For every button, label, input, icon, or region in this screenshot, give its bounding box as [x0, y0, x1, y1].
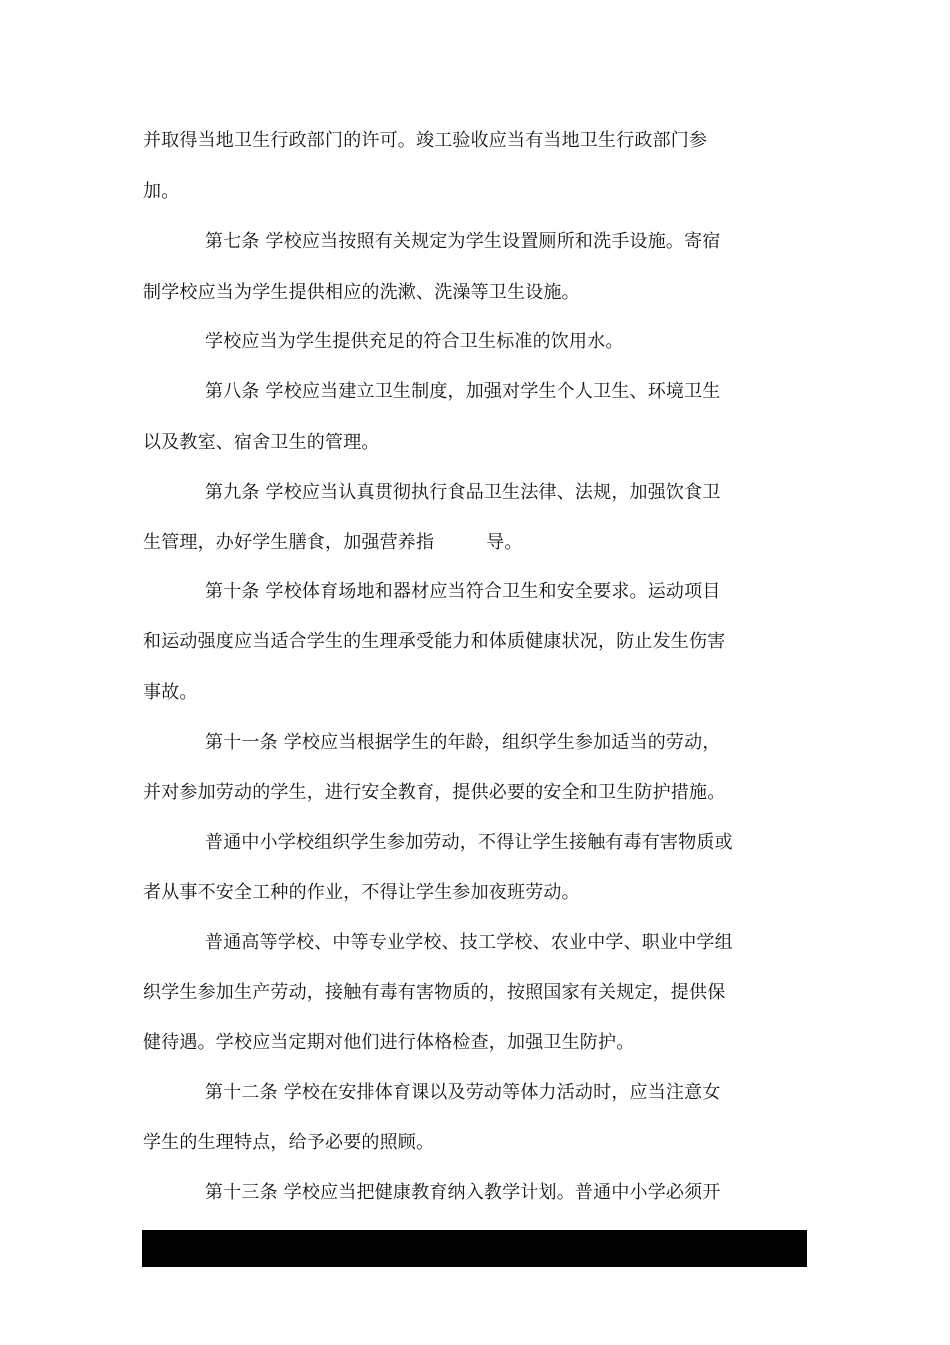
text-line-3: 第七条 学校应当按照有关规定为学生设置厕所和洗手设施。寄宿 [205, 231, 721, 252]
text-line-20: 第十二条 学校在安排体育课以及劳动等体力活动时，应当注意女 [205, 1082, 721, 1103]
text-line-22: 第十三条 学校应当把健康教育纳入教学计划。普通中小学必须开 [205, 1182, 721, 1203]
text-line-17: 普通高等学校、中等专业学校、技工学校、农业中学、职业中学组 [205, 932, 733, 953]
text-line-15: 普通中小学校组织学生参加劳动，不得让学生接触有毒有害物质或 [205, 832, 733, 853]
footer-black-bar [142, 1230, 807, 1267]
text-line-10: 第十条 学校体育场地和器材应当符合卫生和安全要求。运动项目 [205, 581, 721, 602]
text-line-1: 并取得当地卫生行政部门的许可。竣工验收应当有当地卫生行政部门参 [143, 130, 708, 151]
text-line-9-part-1: 生管理，办好学生膳食，加强营养指 [143, 532, 435, 553]
text-line-21: 学生的生理特点，给予必要的照顾。 [143, 1132, 435, 1153]
text-line-6: 第八条 学校应当建立卫生制度，加强对学生个人卫生、环境卫生 [205, 381, 721, 402]
text-line-9 [143, 531, 758, 555]
text-line-12: 事故。 [143, 682, 198, 703]
text-line-7: 以及教室、宿舍卫生的管理。 [143, 432, 380, 453]
text-line-13: 第十一条 学校应当根据学生的年龄，组织学生参加适当的劳动， [205, 732, 721, 753]
text-line-19: 健待遇。学校应当定期对他们进行体格检查，加强卫生防护。 [143, 1032, 635, 1053]
text-line-5: 学校应当为学生提供充足的符合卫生标准的饮用水。 [205, 331, 624, 352]
text-line-8: 第九条 学校应当认真贯彻执行食品卫生法律、法规，加强饮食卫 [205, 482, 721, 503]
text-line-2: 加。 [143, 181, 180, 202]
text-line-9-part-2: 导。 [486, 532, 523, 553]
text-line-11: 和运动强度应当适合学生的生理承受能力和体质健康状况，防止发生伤害 [143, 631, 726, 652]
text-line-16: 者从事不安全工种的作业，不得让学生参加夜班劳动。 [143, 882, 580, 903]
text-line-18: 织学生参加生产劳动，接触有毒有害物质的，按照国家有关规定，提供保 [143, 982, 726, 1003]
text-line-4: 制学校应当为学生提供相应的洗漱、洗澡等卫生设施。 [143, 282, 580, 303]
text-line-14: 并对参加劳动的学生，进行安全教育，提供必要的安全和卫生防护措施。 [143, 782, 726, 803]
